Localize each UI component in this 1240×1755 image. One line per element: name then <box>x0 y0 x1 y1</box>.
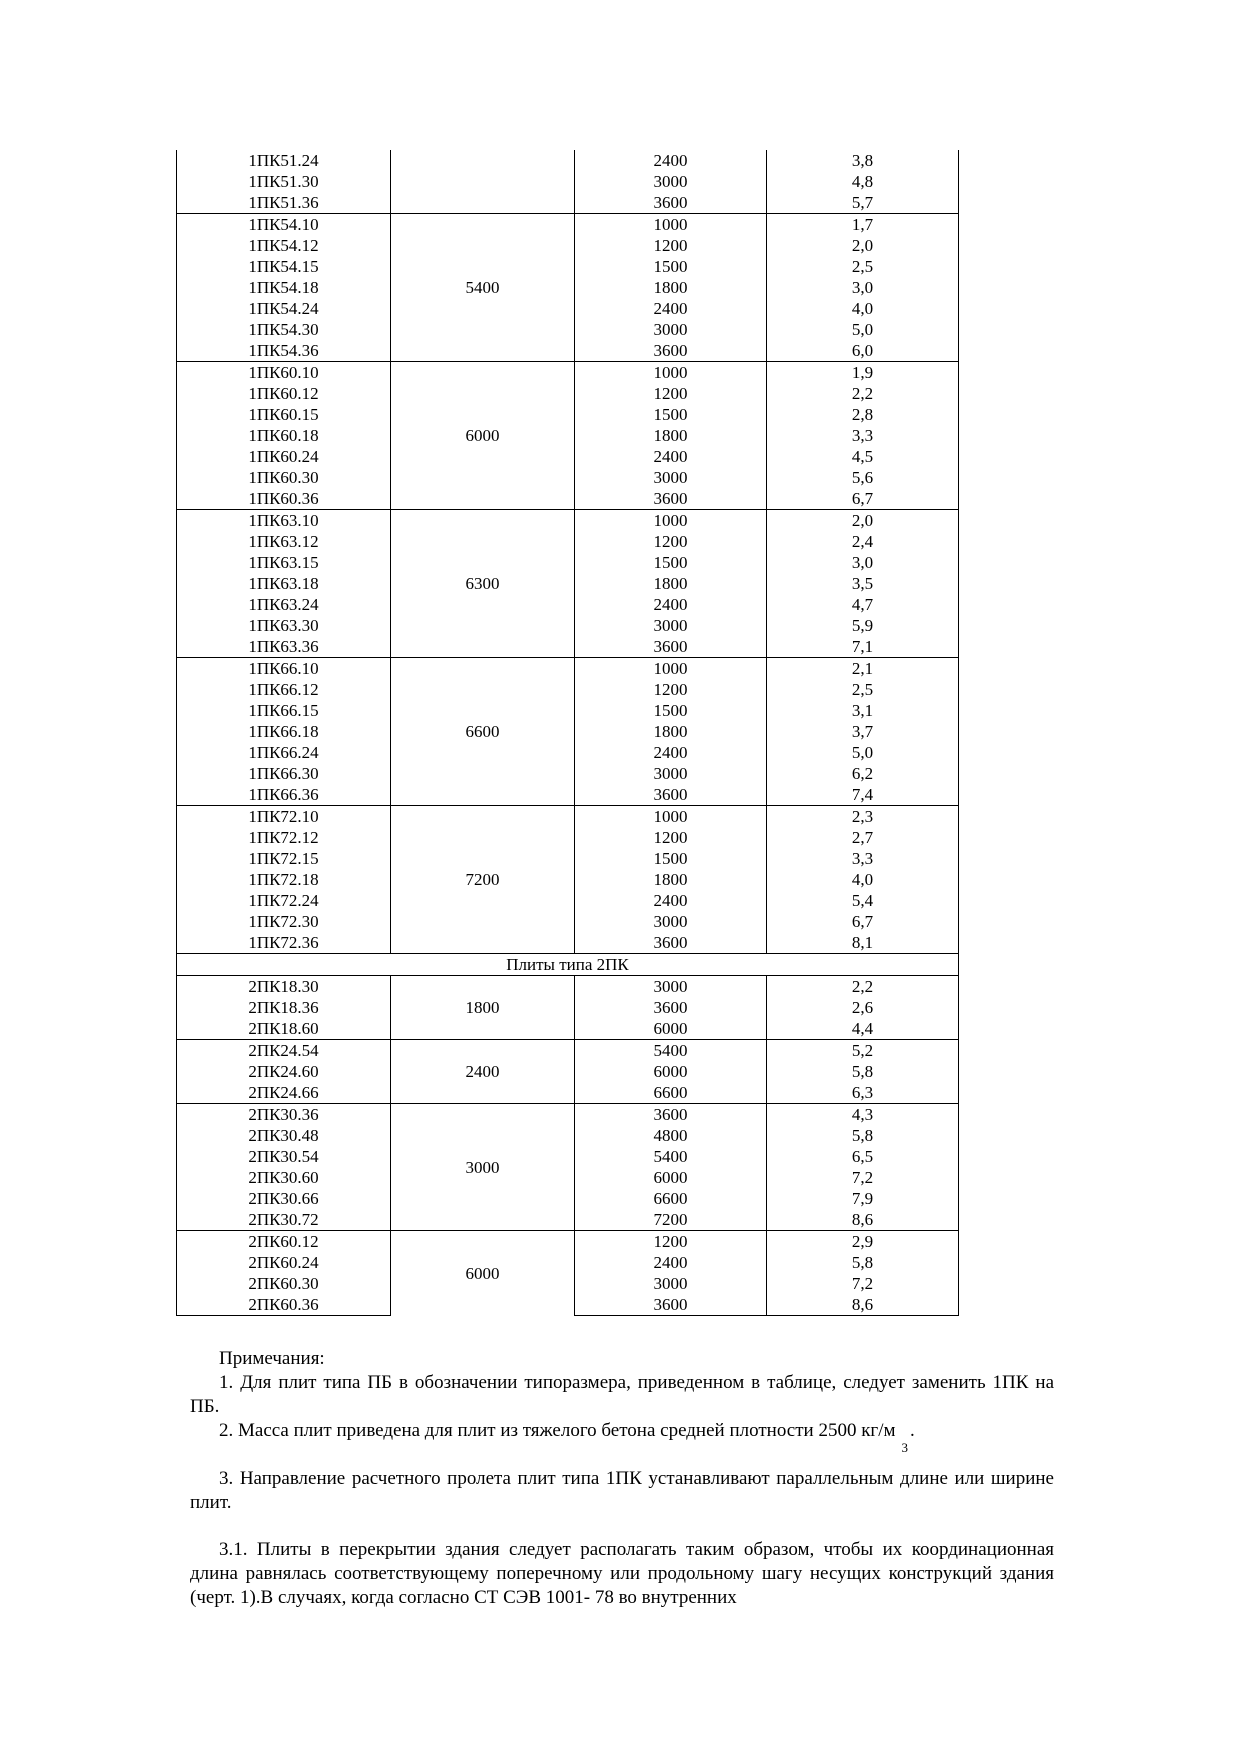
slab-mark-cell: 1ПК66.15 <box>177 700 391 721</box>
note-3: 3. Направление расчетного пролета плит типа 1ПК устанавливают параллельным длине или ширине плит. <box>190 1468 1054 1513</box>
slab-width-cell: 1800 <box>575 869 767 890</box>
slab-mass-cell: 5,7 <box>767 192 959 214</box>
table-row <box>177 362 959 384</box>
slab-mark-cell: 2ПК60.12 <box>177 1231 391 1253</box>
slab-width-cell: 1000 <box>575 214 767 236</box>
slab-width-cell: 2400 <box>575 890 767 911</box>
slab-mark-cell: 1ПК63.18 <box>177 573 391 594</box>
slab-length-cell: 6000 <box>391 362 575 510</box>
section-header-row <box>177 954 959 976</box>
slab-mark-cell: 1ПК54.24 <box>177 298 391 319</box>
slab-mass-cell: 2,5 <box>767 256 959 277</box>
slab-mark-cell: 1ПК72.10 <box>177 806 391 828</box>
slab-mass-cell: 4,0 <box>767 869 959 890</box>
slab-mark-cell: 2ПК24.54 <box>177 1040 391 1062</box>
slab-mass-cell: 3,8 <box>767 150 959 171</box>
slab-width-cell: 2400 <box>575 1252 767 1273</box>
slab-mark-cell: 1ПК60.24 <box>177 446 391 467</box>
slab-mass-cell: 2,2 <box>767 976 959 998</box>
slab-width-cell: 1800 <box>575 721 767 742</box>
slab-mark-cell: 1ПК51.30 <box>177 171 391 192</box>
slab-width-cell: 3600 <box>575 784 767 806</box>
slab-spec-table-body <box>177 150 959 1316</box>
slab-width-cell: 1200 <box>575 383 767 404</box>
slab-mark-cell: 1ПК51.36 <box>177 192 391 214</box>
slab-length-cell: 7200 <box>391 806 575 954</box>
slab-width-cell: 1200 <box>575 1231 767 1253</box>
slab-mass-cell: 5,4 <box>767 890 959 911</box>
slab-width-cell: 1500 <box>575 848 767 869</box>
slab-mass-cell: 6,2 <box>767 763 959 784</box>
slab-width-cell: 2400 <box>575 446 767 467</box>
slab-mark-cell: 2ПК60.36 <box>177 1294 391 1316</box>
note-2 <box>190 1419 1054 1455</box>
slab-width-cell: 1000 <box>575 658 767 680</box>
slab-width-cell: 3600 <box>575 636 767 658</box>
slab-mass-cell: 6,7 <box>767 911 959 932</box>
slab-mark-cell: 1ПК51.24 <box>177 150 391 171</box>
slab-width-cell: 6000 <box>575 1018 767 1040</box>
table-row <box>177 806 959 828</box>
slab-mark-cell: 1ПК66.10 <box>177 658 391 680</box>
slab-mass-cell: 4,7 <box>767 594 959 615</box>
slab-width-cell: 3000 <box>575 763 767 784</box>
slab-mass-cell: 1,7 <box>767 214 959 236</box>
slab-mark-cell: 1ПК63.10 <box>177 510 391 532</box>
slab-mass-cell: 3,5 <box>767 573 959 594</box>
slab-mark-cell: 2ПК60.24 <box>177 1252 391 1273</box>
slab-width-cell: 1500 <box>575 256 767 277</box>
slab-mark-cell: 1ПК72.18 <box>177 869 391 890</box>
slab-mass-cell: 4,5 <box>767 446 959 467</box>
slab-width-cell: 1200 <box>575 827 767 848</box>
slab-mass-cell: 3,3 <box>767 425 959 446</box>
slab-mass-cell: 2,6 <box>767 997 959 1018</box>
slab-length-cell: 6300 <box>391 510 575 658</box>
slab-mark-cell: 1ПК72.30 <box>177 911 391 932</box>
slab-width-cell: 6000 <box>575 1167 767 1188</box>
slab-mark-cell: 1ПК63.15 <box>177 552 391 573</box>
slab-mark-cell: 1ПК66.12 <box>177 679 391 700</box>
slab-width-cell: 1200 <box>575 679 767 700</box>
slab-width-cell: 6000 <box>575 1061 767 1082</box>
slab-mark-cell: 1ПК60.30 <box>177 467 391 488</box>
slab-width-cell: 3600 <box>575 997 767 1018</box>
slab-mass-cell: 7,2 <box>767 1167 959 1188</box>
slab-mark-cell: 1ПК54.30 <box>177 319 391 340</box>
slab-mark-cell: 1ПК54.10 <box>177 214 391 236</box>
slab-mark-cell: 2ПК18.30 <box>177 976 391 998</box>
slab-width-cell: 1800 <box>575 277 767 298</box>
slab-width-cell: 3000 <box>575 171 767 192</box>
note-2-end: . <box>910 1420 915 1441</box>
table-row <box>177 1104 959 1126</box>
slab-mass-cell: 3,1 <box>767 700 959 721</box>
table-row <box>177 150 959 171</box>
slab-mass-cell: 2,0 <box>767 235 959 256</box>
slab-length-cell: 6600 <box>391 658 575 806</box>
slab-width-cell: 1800 <box>575 573 767 594</box>
table-row <box>177 1231 959 1253</box>
slab-mass-cell: 6,5 <box>767 1146 959 1167</box>
slab-mark-cell: 2ПК60.30 <box>177 1273 391 1294</box>
slab-width-cell: 3600 <box>575 192 767 214</box>
section-header-cell: Плиты типа 2ПК <box>177 954 959 976</box>
slab-mark-cell: 1ПК60.36 <box>177 488 391 510</box>
slab-mark-cell: 1ПК72.36 <box>177 932 391 954</box>
slab-mark-cell: 1ПК60.15 <box>177 404 391 425</box>
slab-mass-cell: 2,4 <box>767 531 959 552</box>
slab-mark-cell: 1ПК66.30 <box>177 763 391 784</box>
slab-mass-cell: 6,7 <box>767 488 959 510</box>
slab-length-cell: 2400 <box>391 1040 575 1104</box>
slab-width-cell: 5400 <box>575 1146 767 1167</box>
slab-width-cell: 1200 <box>575 235 767 256</box>
slab-mass-cell: 2,2 <box>767 383 959 404</box>
slab-mark-cell: 1ПК54.15 <box>177 256 391 277</box>
slab-mass-cell: 3,0 <box>767 552 959 573</box>
slab-mark-cell: 2ПК30.48 <box>177 1125 391 1146</box>
slab-mass-cell: 5,8 <box>767 1125 959 1146</box>
slab-mass-cell: 2,0 <box>767 510 959 532</box>
slab-width-cell: 3000 <box>575 319 767 340</box>
slab-mass-cell: 4,4 <box>767 1018 959 1040</box>
table-row <box>177 658 959 680</box>
slab-mark-cell: 1ПК66.24 <box>177 742 391 763</box>
slab-mass-cell: 5,0 <box>767 319 959 340</box>
slab-mass-cell: 2,1 <box>767 658 959 680</box>
slab-mark-cell: 1ПК72.12 <box>177 827 391 848</box>
slab-mark-cell: 1ПК54.12 <box>177 235 391 256</box>
slab-mass-cell: 5,8 <box>767 1252 959 1273</box>
slab-mark-cell: 1ПК54.18 <box>177 277 391 298</box>
slab-mass-cell: 8,6 <box>767 1294 959 1316</box>
slab-length-cell: 3000 <box>391 1104 575 1231</box>
slab-mass-cell: 5,2 <box>767 1040 959 1062</box>
slab-mass-cell: 2,8 <box>767 404 959 425</box>
note-3-1: 3.1. Плиты в перекрытии здания следует располагать таким образом, чтобы их координационная длина равнялась соответствующему поперечному или продольному шагу несущих конструкций здания (черт. 1).В случаях, когда согласно СТ СЭВ 1001- 78 во внутренних <box>190 1539 1054 1608</box>
notes-heading: Примечания: <box>219 1348 325 1369</box>
slab-mark-cell: 1ПК66.18 <box>177 721 391 742</box>
slab-width-cell: 3000 <box>575 467 767 488</box>
slab-width-cell: 3600 <box>575 488 767 510</box>
slab-width-cell: 3600 <box>575 1294 767 1316</box>
slab-mass-cell: 2,3 <box>767 806 959 828</box>
slab-mass-cell: 5,0 <box>767 742 959 763</box>
notes-gap <box>190 1515 1054 1538</box>
slab-width-cell: 4800 <box>575 1125 767 1146</box>
slab-width-cell: 2400 <box>575 298 767 319</box>
slab-mass-cell: 3,7 <box>767 721 959 742</box>
slab-width-cell: 2400 <box>575 742 767 763</box>
note-2-superscript: 3 <box>901 1440 909 1455</box>
slab-mark-cell: 1ПК54.36 <box>177 340 391 362</box>
slab-mass-cell: 3,0 <box>767 277 959 298</box>
slab-mass-cell: 7,9 <box>767 1188 959 1209</box>
slab-mark-cell: 1ПК72.15 <box>177 848 391 869</box>
slab-width-cell: 1500 <box>575 700 767 721</box>
slab-mark-cell: 1ПК63.30 <box>177 615 391 636</box>
slab-mark-cell: 1ПК60.10 <box>177 362 391 384</box>
table-row <box>177 214 959 236</box>
slab-mass-cell: 4,0 <box>767 298 959 319</box>
slab-mass-cell: 5,9 <box>767 615 959 636</box>
slab-mark-cell: 1ПК66.36 <box>177 784 391 806</box>
slab-length-cell: 6000 <box>391 1231 575 1316</box>
slab-mass-cell: 7,2 <box>767 1273 959 1294</box>
table-row <box>177 1040 959 1062</box>
note-2-text: 2. Масса плит приведена для плит из тяжелого бетона средней плотности 2500 кг/м <box>219 1420 896 1441</box>
slab-mass-cell: 7,4 <box>767 784 959 806</box>
slab-width-cell: 2400 <box>575 594 767 615</box>
slab-width-cell: 2400 <box>575 150 767 171</box>
slab-mark-cell: 1ПК63.12 <box>177 531 391 552</box>
slab-width-cell: 6600 <box>575 1082 767 1104</box>
slab-width-cell: 3600 <box>575 340 767 362</box>
slab-mass-cell: 6,3 <box>767 1082 959 1104</box>
slab-mass-cell: 2,5 <box>767 679 959 700</box>
slab-mark-cell: 2ПК18.60 <box>177 1018 391 1040</box>
slab-width-cell: 5400 <box>575 1040 767 1062</box>
slab-length-cell: 1800 <box>391 976 575 1040</box>
slab-width-cell: 3600 <box>575 1104 767 1126</box>
slab-mark-cell: 1ПК63.36 <box>177 636 391 658</box>
slab-width-cell: 1500 <box>575 552 767 573</box>
slab-mass-cell: 7,1 <box>767 636 959 658</box>
slab-mass-cell: 8,6 <box>767 1209 959 1231</box>
slab-mark-cell: 1ПК63.24 <box>177 594 391 615</box>
slab-mass-cell: 3,3 <box>767 848 959 869</box>
slab-mark-cell: 2ПК30.54 <box>177 1146 391 1167</box>
slab-width-cell: 1200 <box>575 531 767 552</box>
note-1: 1. Для плит типа ПБ в обозначении типоразмера, приведенном в таблице, следует заменить 1ПК на ПБ. <box>190 1372 1054 1417</box>
slab-width-cell: 1000 <box>575 806 767 828</box>
slab-mark-cell: 2ПК24.60 <box>177 1061 391 1082</box>
slab-length-cell <box>391 150 575 214</box>
slab-length-cell: 5400 <box>391 214 575 362</box>
slab-mass-cell: 5,8 <box>767 1061 959 1082</box>
slab-width-cell: 6600 <box>575 1188 767 1209</box>
slab-width-cell: 3600 <box>575 932 767 954</box>
slab-width-cell: 1000 <box>575 362 767 384</box>
table-row <box>177 510 959 532</box>
slab-mark-cell: 2ПК30.36 <box>177 1104 391 1126</box>
slab-width-cell: 3000 <box>575 911 767 932</box>
table-row <box>177 976 959 998</box>
slab-width-cell: 1000 <box>575 510 767 532</box>
slab-mark-cell: 2ПК30.72 <box>177 1209 391 1231</box>
slab-mark-cell: 2ПК30.66 <box>177 1188 391 1209</box>
slab-mass-cell: 6,0 <box>767 340 959 362</box>
slab-mass-cell: 2,9 <box>767 1231 959 1253</box>
slab-mass-cell: 5,6 <box>767 467 959 488</box>
slab-width-cell: 3000 <box>575 615 767 636</box>
slab-mark-cell: 2ПК24.66 <box>177 1082 391 1104</box>
slab-mark-cell: 2ПК18.36 <box>177 997 391 1018</box>
slab-spec-table-wrapper <box>176 150 958 1316</box>
slab-spec-table <box>176 150 959 1316</box>
slab-mark-cell: 1ПК60.18 <box>177 425 391 446</box>
slab-width-cell: 3000 <box>575 976 767 998</box>
notes-gap <box>190 1444 1054 1467</box>
slab-mass-cell: 4,3 <box>767 1104 959 1126</box>
slab-width-cell: 1500 <box>575 404 767 425</box>
slab-mass-cell: 2,7 <box>767 827 959 848</box>
slab-mark-cell: 1ПК72.24 <box>177 890 391 911</box>
slab-mass-cell: 1,9 <box>767 362 959 384</box>
slab-width-cell: 7200 <box>575 1209 767 1231</box>
slab-mass-cell: 4,8 <box>767 171 959 192</box>
slab-mark-cell: 1ПК60.12 <box>177 383 391 404</box>
slab-width-cell: 1800 <box>575 425 767 446</box>
notes-section <box>190 1347 1054 1610</box>
slab-width-cell: 3000 <box>575 1273 767 1294</box>
slab-mark-cell: 2ПК30.60 <box>177 1167 391 1188</box>
slab-mass-cell: 8,1 <box>767 932 959 954</box>
